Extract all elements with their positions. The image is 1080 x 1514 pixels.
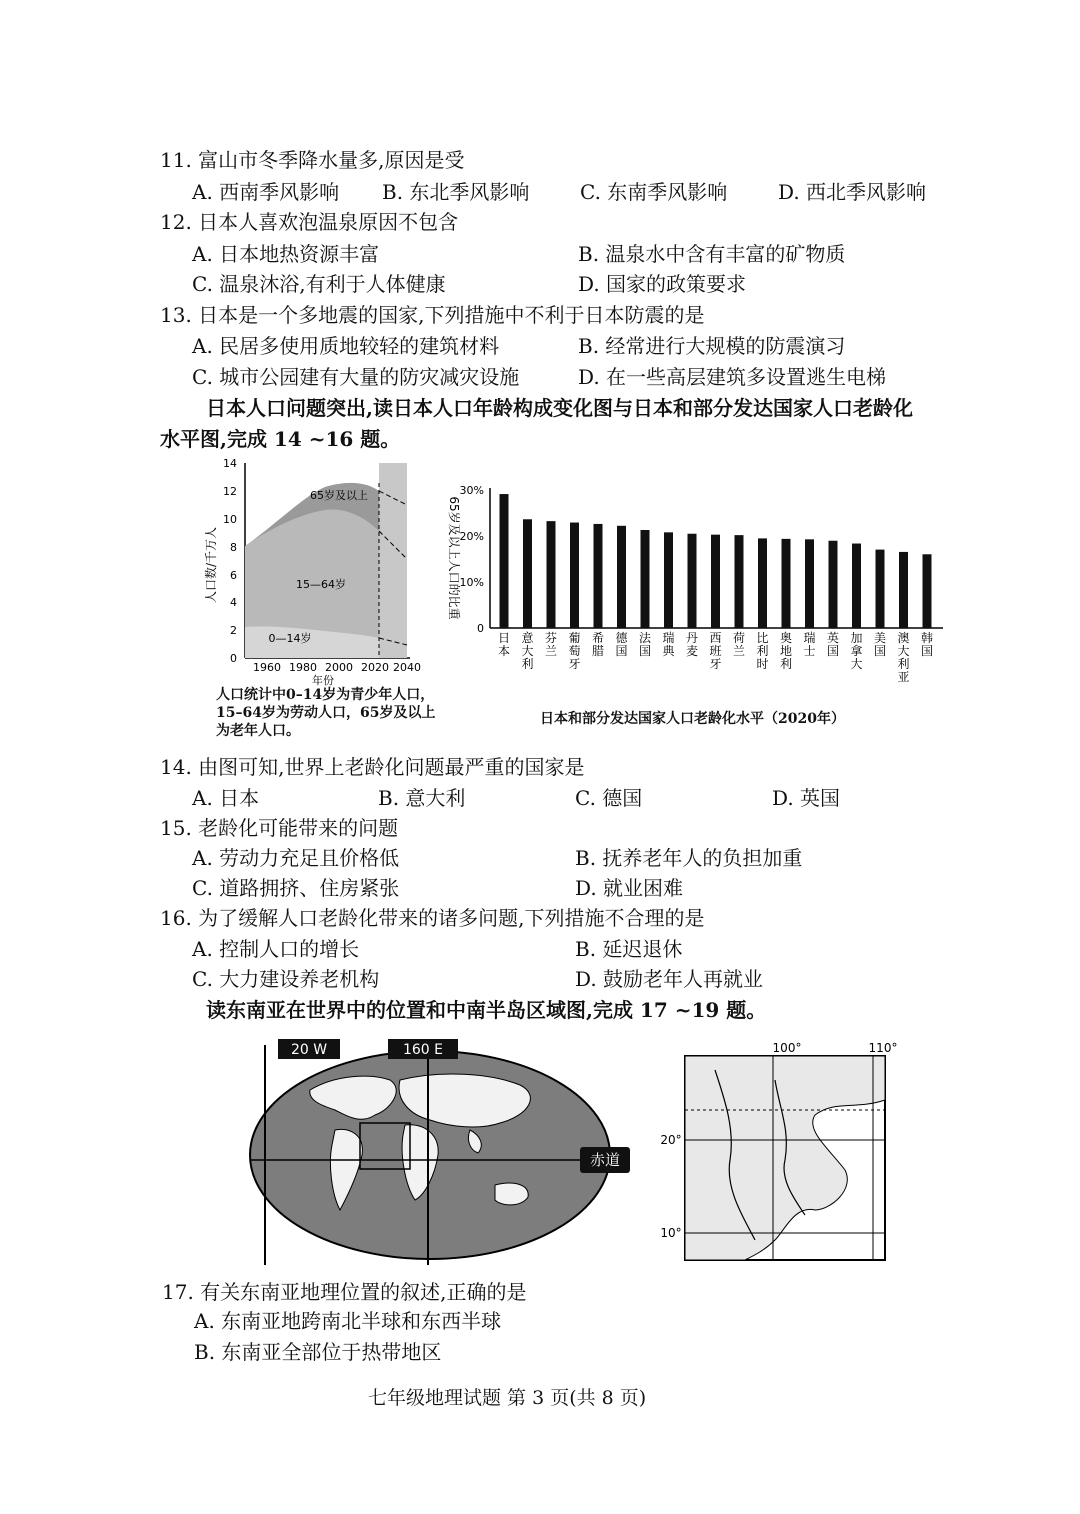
q14-option-a: A. 日本 [192, 786, 260, 810]
q15-stem: 15. 老龄化可能带来的问题 [160, 816, 399, 840]
q17-option-a: A. 东南亚地跨南北半球和东西半球 [194, 1309, 502, 1333]
lat-10-label: 10° [660, 1226, 682, 1240]
bar-category-label-17-2: 利 [897, 657, 910, 671]
bar-category-label-0-1: 本 [497, 644, 511, 658]
lat-20-label: 20° [660, 1133, 682, 1147]
bar-category-label-15-0: 加 [850, 631, 863, 645]
bar-category-label-17-0: 澳 [897, 631, 910, 645]
q16-option-c: C. 大力建设养老机构 [192, 967, 380, 991]
bar-category-label-12-2: 利 [779, 657, 793, 671]
bar-11 [758, 538, 767, 628]
bar-6 [641, 530, 650, 628]
bar-category-label-18-0: 韩 [920, 631, 934, 645]
q16-stem: 16. 为了缓解人口老龄化带来的诸多问题,下列措施不合理的是 [160, 906, 705, 930]
bar-category-label-1-1: 大 [521, 644, 534, 658]
bar-category-label-5-1: 国 [615, 644, 628, 658]
bar-category-label-11-1: 利 [756, 644, 769, 658]
bar-category-label-11-2: 时 [756, 657, 769, 671]
bar-category-label-7-0: 瑞 [662, 631, 675, 645]
bar-category-label-14-1: 国 [826, 644, 840, 658]
equator-label: 赤道 [589, 1151, 621, 1169]
band-label-0-14: 0—14岁 [268, 632, 312, 645]
bar-9 [711, 535, 720, 628]
bar-category-label-8-1: 麦 [685, 644, 699, 658]
x-tick-1960: 1960 [253, 661, 281, 674]
q11-option-d: D. 西北季风影响 [778, 180, 927, 204]
band-label-65plus: 65岁及以上 [310, 489, 368, 502]
bar-category-label-14-0: 英 [826, 631, 840, 645]
bar-y-tick-20: 20% [459, 530, 484, 543]
bar-category-label-9-0: 西 [709, 631, 722, 645]
q13-option-d: D. 在一些高层建筑多设置逃生电梯 [578, 365, 887, 389]
bar-category-label-5-0: 德 [615, 631, 628, 645]
bar-5 [617, 526, 626, 628]
bar-category-label-1-2: 利 [521, 657, 534, 671]
meridian-160e-label: 160 E [402, 1042, 444, 1058]
y-tick-0: 0 [230, 652, 237, 665]
bar-16 [876, 550, 885, 628]
bar-category-label-13-0: 瑞 [803, 631, 816, 645]
q14-option-d: D. 英国 [772, 786, 841, 810]
bar-category-label-4-0: 希 [591, 631, 605, 645]
bar-category-label-16-1: 国 [873, 644, 887, 658]
q13-option-a: A. 民居多使用质地较轻的建筑材料 [192, 334, 500, 358]
lon-100-label: 100° [772, 1041, 802, 1055]
q15-option-c: C. 道路拥挤、住房紧张 [192, 876, 400, 900]
y-tick-2: 2 [230, 624, 237, 637]
q12-option-d: D. 国家的政策要求 [578, 272, 747, 296]
bar-category-label-10-1: 兰 [732, 644, 746, 658]
bar-category-label-15-1: 拿 [850, 644, 863, 658]
bar-category-label-9-1: 班 [709, 644, 722, 658]
q17-stem: 17. 有关东南亚地理位置的叙述,正确的是 [162, 1280, 527, 1304]
indochina-region-map [655, 1040, 905, 1265]
meridian-20w-label: 20 W [290, 1042, 328, 1058]
bar-category-label-3-1: 萄 [568, 644, 581, 658]
q15-option-a: A. 劳动力充足且价格低 [192, 846, 400, 870]
bar-0 [500, 494, 509, 628]
bar-15 [852, 544, 861, 628]
q14-option-b: B. 意大利 [378, 786, 466, 810]
population-age-chart [195, 455, 430, 690]
bar-category-label-6-1: 国 [638, 644, 652, 658]
q16-option-a: A. 控制人口的增长 [192, 937, 360, 961]
bar-category-label-17-1: 大 [897, 644, 910, 658]
bar-category-label-13-1: 士 [803, 644, 816, 658]
bar-category-label-18-1: 国 [920, 644, 934, 658]
bar-1 [523, 519, 532, 628]
bar-category-label-4-1: 腊 [591, 644, 605, 658]
bar-category-label-16-0: 美 [873, 631, 887, 645]
q11-option-c: C. 东南季风影响 [580, 180, 728, 204]
aging-level-bar-chart [438, 470, 950, 730]
bar-7 [664, 532, 673, 628]
q11-option-a: A. 西南季风影响 [192, 180, 340, 204]
bar-chart-title: 日本和部分发达国家人口老龄化水平（2020年） [540, 711, 845, 727]
bar-4 [594, 524, 603, 628]
q14-option-c: C. 德国 [575, 786, 643, 810]
bar-10 [735, 535, 744, 628]
q12-option-a: A. 日本地热资源丰富 [192, 242, 380, 266]
area-chart-note: 人口统计中0–14岁为青少年人口，15–64岁为劳动人口，65岁及以上为老年人口。 [216, 687, 436, 739]
lon-110-label: 110° [868, 1041, 898, 1055]
bar-category-label-7-1: 典 [662, 644, 675, 658]
q12-stem: 12. 日本人喜欢泡温泉原因不包含 [160, 210, 459, 234]
y-axis-label: 人口数/千万人 [204, 526, 218, 604]
bar-category-label-1-0: 意 [521, 631, 534, 645]
bar-category-label-17-3: 亚 [897, 670, 910, 684]
bar-category-label-9-2: 牙 [709, 657, 722, 671]
bar-y-tick-0: 0 [477, 622, 484, 635]
x-tick-1980: 1980 [289, 661, 317, 674]
band-label-15-64: 15—64岁 [296, 578, 346, 591]
bar-y-tick-10: 10% [459, 576, 484, 589]
bar-category-label-2-0: 芬 [544, 631, 558, 645]
q14-stem: 14. 由图可知,世界上老龄化问题最严重的国家是 [160, 755, 585, 779]
bar-category-label-0-0: 日 [497, 631, 511, 645]
y-tick-8: 8 [230, 541, 237, 554]
intro-14-16-line2: 水平图,完成 14 ~16 题。 [160, 427, 401, 451]
x-tick-2000: 2000 [325, 661, 353, 674]
y-tick-6: 6 [230, 569, 237, 582]
bar-category-label-12-0: 奥 [779, 631, 793, 645]
y-tick-12: 12 [223, 485, 237, 498]
bar-3 [570, 523, 579, 628]
y-tick-10: 10 [223, 513, 237, 526]
bar-category-label-15-2: 大 [850, 657, 863, 671]
intro-17-19: 读东南亚在世界中的位置和中南半岛区域图,完成 17 ~19 题。 [206, 998, 767, 1022]
q11-stem: 11. 富山市冬季降水量多,原因是受 [160, 148, 465, 172]
bar-category-label-6-0: 法 [638, 631, 652, 645]
bar-17 [899, 552, 908, 628]
bar-category-label-10-0: 荷 [732, 631, 746, 645]
bar-18 [923, 554, 932, 628]
q13-option-b: B. 经常进行大规模的防震演习 [578, 334, 846, 358]
bar-category-label-12-1: 地 [779, 644, 793, 658]
q16-option-b: B. 延迟退休 [575, 937, 683, 961]
q13-option-c: C. 城市公园建有大量的防灾减灾设施 [192, 365, 520, 389]
y-tick-4: 4 [230, 596, 237, 609]
bar-8 [688, 534, 697, 628]
x-tick-2020: 2020 [361, 661, 389, 674]
q13-stem: 13. 日本是一个多地震的国家,下列措施中不利于日本防震的是 [160, 303, 705, 327]
bar-category-label-3-0: 葡 [568, 631, 581, 645]
x-tick-2040: 2040 [393, 661, 421, 674]
bar-13 [805, 539, 814, 628]
q17-option-b: B. 东南亚全部位于热带地区 [194, 1340, 442, 1364]
q11-option-b: B. 东北季风影响 [382, 180, 530, 204]
q15-option-b: B. 抚养老年人的负担加重 [575, 846, 803, 870]
q12-option-b: B. 温泉水中含有丰富的矿物质 [578, 242, 846, 266]
bar-2 [547, 521, 556, 628]
q16-option-d: D. 鼓励老年人再就业 [575, 967, 764, 991]
page-footer: 七年级地理试题 第 3 页(共 8 页) [368, 1387, 647, 1409]
q12-option-c: C. 温泉沐浴,有利于人体健康 [192, 272, 446, 296]
bar-12 [782, 539, 791, 628]
bar-category-label-2-1: 兰 [544, 644, 558, 658]
bar-category-label-8-0: 丹 [685, 631, 699, 645]
intro-14-16-line1: 日本人口问题突出,读日本人口年龄构成变化图与日本和部分发达国家人口老龄化 [206, 396, 913, 420]
world-map [240, 1035, 635, 1265]
x-axis-label: 年份 [312, 674, 334, 687]
bar-category-label-3-2: 牙 [568, 657, 581, 671]
bar-y-tick-30: 30% [459, 484, 484, 497]
bar-14 [829, 541, 838, 628]
bar-y-axis-label: 65岁及以上人口的比重 [447, 496, 461, 620]
q15-option-d: D. 就业困难 [575, 876, 684, 900]
y-tick-14: 14 [223, 457, 237, 470]
bar-category-label-11-0: 比 [756, 631, 769, 645]
